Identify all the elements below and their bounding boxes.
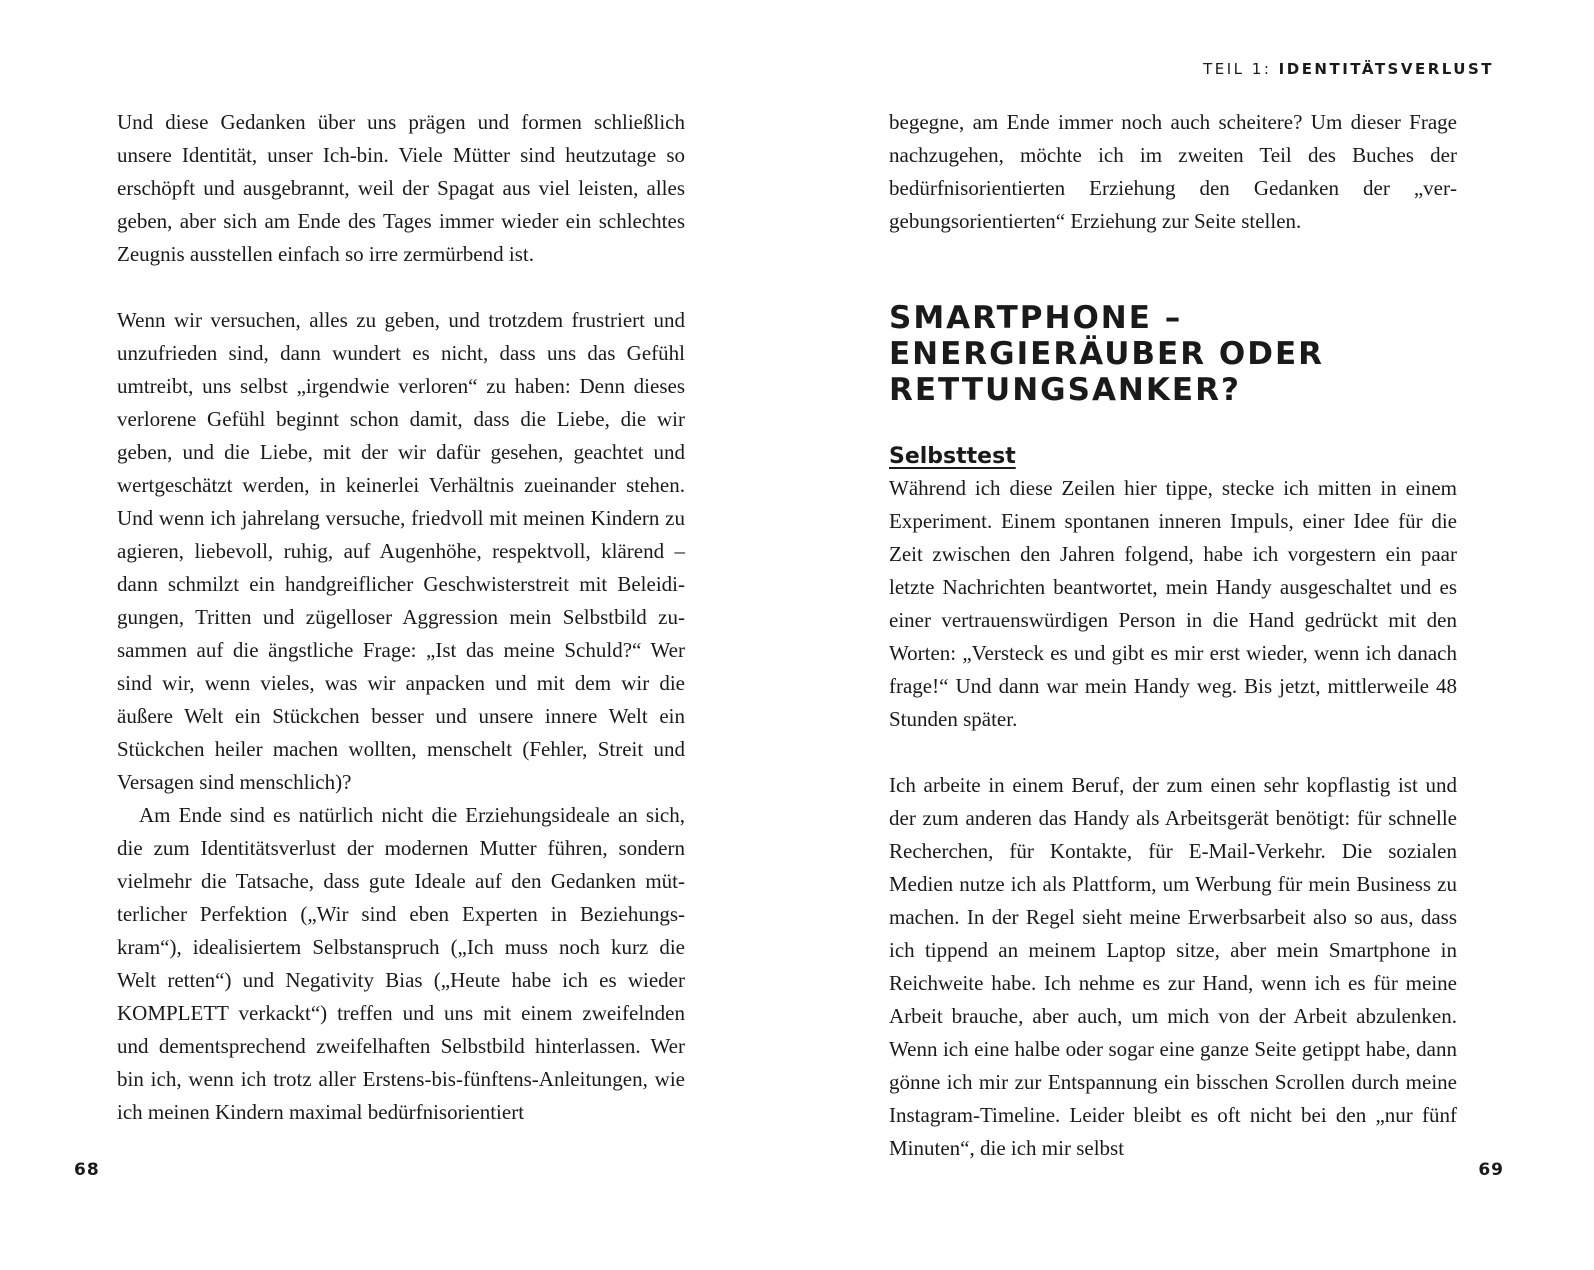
left-paragraph-3: Am Ende sind es natürlich nicht die Erziehungsideale an sich, die zum Identitätsverlust der modernen Mutter führen, sondern vielmehr die Tatsache, dass gute Ideale auf den Gedanken mütterlicher Perfektion („Wir sind eben Experten in Beziehungskram“), idealisiertem Selbstanspruch („Ich muss noch kurz die Welt retten“) und Negativity Bias („Heute habe ich es wieder KOMPLETT verkackt“) treffen und uns mit einem zweifelnden und dementsprechend zweifelhaften Selbstbild hinterlassen. Wer bin ich, wenn ich trotz aller Erstens-bis-fünftens-Anleitungen, wie ich meinen Kindern maximal bedürfnisorientiert xyxy=(117,803,685,1124)
page-number-right: 69 xyxy=(1478,1160,1504,1180)
right-intro-paragraph: begegne, am Ende immer noch auch scheitere? Um dieser Frage nachzugehen, möchte ich im zweiten Teil des Buches der bedürfnisorientierten Erziehung den Gedanken der „vergebungsorientierten“ Erziehung zur Seite stellen. xyxy=(889,110,1457,233)
right-paragraph-1: Während ich diese Zeilen hier tippe, stecke ich mitten in einem Experiment. Einem spontanen inneren Impuls, einer Idee für die Zeit zwischen den Jahren folgend, habe ich vorgestern ein paar letzte Nachrichten beantwortet, mein Handy ausgeschaltet und es einer vertrauenswürdigen Person in die Hand gedrückt mit den Worten: „Versteck es und gibt es mir erst wieder, wenn ich danach frage!“ Und dann war mein Handy weg. Bis jetzt, mittlerweile 48 Stunden später. xyxy=(889,476,1457,731)
running-head-title: IDENTITÄTSVERLUST xyxy=(1278,60,1494,78)
right-paragraph-2: Ich arbeite in einem Beruf, der zum einen sehr kopflastig ist und der zum anderen das Handy als Arbeitsgerät benötigt: für schnelle Recherchen, für Kontakte, für E-Mail-Verkehr. Die sozialen Medien nutze ich als Plattform, um Werbung für mein Business zu machen. In der Regel sieht meine Erwerbsarbeit also so aus, dass ich tippend an meinem Laptop sitze, aber mein Smartphone in Reichweite habe. Ich nehme es zur Hand, wenn ich es für meine Arbeit brauche, aber auch, um mich von der Arbeit abzulenken. Wenn ich eine halbe oder sogar eine ganze Seite getippt habe, dann gönne ich mir zur Entspannung ein bisschen Scrollen durch meine Instagram-Timeline. Leider bleibt es oft nicht bei den „nur fünf Minuten“, die ich mir selbst xyxy=(889,773,1457,1160)
left-paragraph-2: Wenn wir versuchen, alles zu geben, und trotzdem frustriert und unzufrieden sind, dann wundert es nicht, dass uns das Gefühl umtreibt, uns selbst „irgendwie verloren“ zu haben: Denn dieses verlorene Gefühl beginnt schon damit, dass die Liebe, die wir geben, und die Liebe, mit der wir dafür gesehen, geachtet und wertgeschätzt werden, in keinerlei Verhältnis zueinander stehen. Und wenn ich jahrelang versuche, friedvoll mit meinen Kindern zu agieren, liebevoll, ruhig, auf Augenhöhe, respektvoll, klärend – dann schmilzt ein handgreiflicher Geschwisterstreit mit Beleidigungen, Tritten und zügelloser Aggression mein Selbstbild zusammen auf die ängstliche Frage: „Ist das meine Schuld?“ Wer sind wir, wenn vieles, was wir anpacken und mit dem wir die äußere Welt ein Stückchen besser und unsere innere Welt ein Stückchen heiler machen wollten, menschelt (Fehler, Streit und Versagen sind menschlich)? xyxy=(117,308,685,794)
running-head xyxy=(1203,60,1494,78)
right-body-text xyxy=(889,106,1457,1165)
page-number-left: 68 xyxy=(74,1160,100,1180)
section-subheading: Selbsttest xyxy=(889,444,1016,469)
chapter-heading: SMARTPHONE – ENERGIERÄUBER ODER RETTUNGSANKER? xyxy=(889,300,1325,408)
left-paragraph-1: Und diese Gedanken über uns prägen und formen schließlich unsere Identität, unser Ich-bin. Viele Mütter sind heutzutage so erschöpft und ausgebrannt, weil der Spagat aus viel leisten, alles geben, aber sich am Ende des Tages immer wieder ein schlechtes Zeugnis ausstellen einfach so irre zermürbend ist. xyxy=(117,110,685,266)
right-page xyxy=(797,0,1594,1270)
left-body-text xyxy=(117,106,685,1129)
running-head-part: TEIL 1: xyxy=(1203,60,1279,78)
